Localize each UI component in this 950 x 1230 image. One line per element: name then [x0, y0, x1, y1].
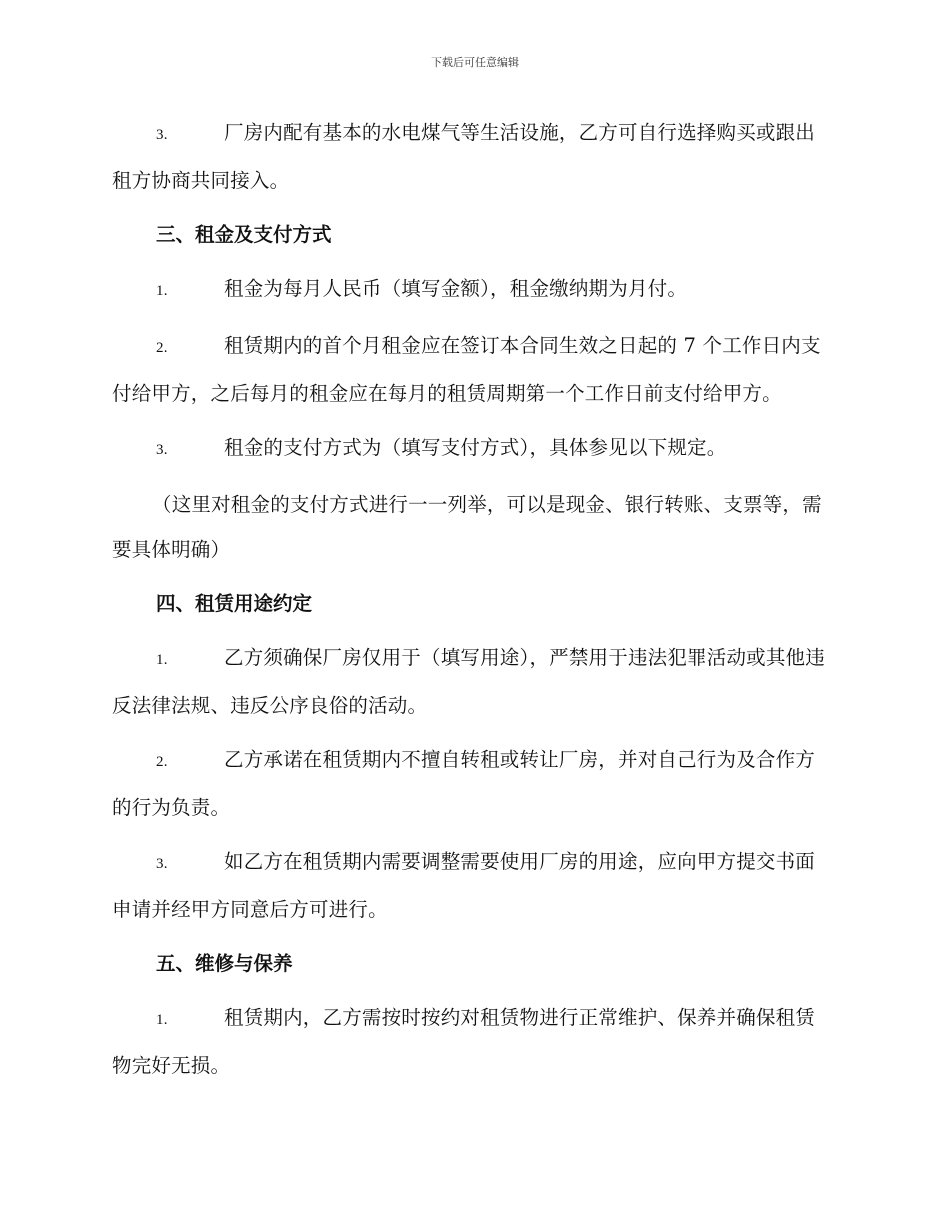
usage-item-3 [112, 839, 832, 932]
rent-item-2 [112, 323, 832, 416]
item-text: 乙方须确保厂房仅用于（填写用途），严禁用于违法犯罪活动或其他违反法律法规、违反公序良俗的活动。 [112, 646, 825, 717]
document-body [112, 110, 832, 1097]
item-number: 1. [156, 283, 168, 299]
item-number: 1. [156, 652, 168, 668]
item-number: 2. [156, 340, 168, 356]
item-text: 租金的支付方式为（填写支付方式），具体参见以下规定。 [224, 436, 727, 459]
item-number: 2. [156, 754, 168, 770]
rent-item-1 [112, 266, 832, 314]
maintenance-item-1 [112, 995, 832, 1088]
item-text: 租赁期内的首个月租金应在签订本合同生效之日起的 7 个工作日内支付给甲方，之后每月的租金应在每月的租赁周期第一个工作日前支付给甲方。 [112, 334, 821, 405]
item-number: 3. [156, 442, 168, 458]
item-number: 1. [156, 1012, 168, 1028]
clause-2-item-3 [112, 110, 832, 203]
item-text: 乙方承诺在租赁期内不擅自转租或转让厂房，并对自己行为及合作方的行为负责。 [112, 748, 816, 819]
page-header: 下载后可任意编辑 [431, 56, 519, 69]
section-heading-usage: 四、租赁用途约定 [156, 592, 313, 615]
payment-method-note: （这里对租金的支付方式进行一一列举，可以是现金、银行转账、支票等，需要具体明确） [112, 493, 822, 561]
usage-item-2 [112, 737, 832, 830]
section-heading-rent: 三、租金及支付方式 [156, 223, 332, 246]
rent-item-3 [112, 425, 832, 473]
item-text: 租赁期内，乙方需按时按约对租赁物进行正常维护、保养并确保租赁物完好无损。 [112, 1006, 816, 1077]
item-text: 如乙方在租赁期内需要调整需要使用厂房的用途，应向甲方提交书面申请并经甲方同意后方可进行。 [112, 850, 816, 921]
section-heading-maintenance: 五、维修与保养 [156, 952, 293, 975]
item-text: 租金为每月人民币（填写金额），租金缴纳期为月付。 [224, 277, 688, 300]
usage-item-1 [112, 635, 832, 728]
item-number: 3. [156, 127, 168, 143]
item-text: 厂房内配有基本的水电煤气等生活设施，乙方可自行选择购买或跟出租方协商共同接入。 [112, 121, 816, 192]
item-number: 3. [156, 856, 168, 872]
